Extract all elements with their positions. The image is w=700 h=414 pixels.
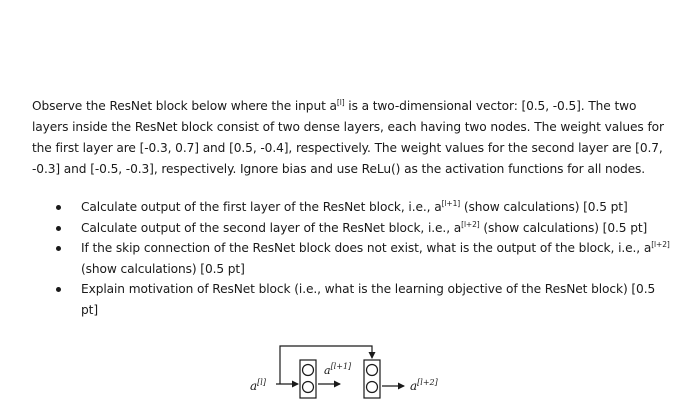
bullet-icon bbox=[56, 226, 61, 231]
intro-text-part1: Observe the ResNet block below where the input a bbox=[32, 99, 337, 113]
task-superscript: [l+2] bbox=[461, 219, 480, 229]
task-text: If the skip connection of the ResNet block does not exist, what is the output of the block, i.e., a bbox=[81, 241, 652, 255]
task-text: Calculate output of the second layer of the ResNet block, i.e., a bbox=[81, 220, 462, 235]
task-item bbox=[56, 218, 671, 239]
task-text: Explain motivation of ResNet block (i.e., what is the learning objective of the ResNet block) [0.5 pt] bbox=[81, 282, 656, 317]
task-list bbox=[56, 197, 671, 320]
intro-superscript: [l] bbox=[336, 98, 345, 107]
question-intro bbox=[32, 96, 672, 180]
first-layer-node bbox=[303, 365, 314, 376]
resnet-block-diagram bbox=[248, 340, 458, 404]
second-layer-node bbox=[367, 365, 378, 376]
task-text-suffix: (show calculations) [0.5 pt] bbox=[479, 220, 648, 235]
task-item bbox=[56, 279, 671, 320]
bullet-icon bbox=[56, 246, 61, 251]
task-superscript: [l+1] bbox=[441, 199, 461, 208]
bullet-icon bbox=[56, 205, 61, 210]
task-item bbox=[56, 238, 671, 279]
bullet-icon bbox=[56, 287, 61, 292]
input-label: a[l] bbox=[250, 378, 266, 393]
first-layer-node bbox=[303, 382, 314, 393]
task-text: Calculate output of the first layer of the ResNet block, i.e., a bbox=[81, 200, 442, 214]
intro-text-part2: is a two-dimensional vector: [0.5, -0.5]. The two layers inside the ResNet block consist of two dense layers, each having two nodes. The weight values for the first layer are [-0.3, 0.7] and [0.5, -0.4], respectively. The weight values for the second layer are [0.7, -0.3] and [-0.5, -0.3], respectively. Ignore bias and use ReLu() as the activation functions for all nodes. bbox=[32, 99, 664, 176]
task-text-suffix: (show calculations) [0.5 pt] bbox=[460, 200, 628, 214]
second-layer-node bbox=[367, 382, 378, 393]
middle-label: a[l+1] bbox=[324, 362, 352, 377]
output-label: a[l+2] bbox=[410, 378, 438, 393]
task-text-suffix: (show calculations) [0.5 pt] bbox=[81, 261, 245, 276]
task-superscript: [l+2] bbox=[651, 240, 670, 249]
task-item bbox=[56, 197, 671, 218]
